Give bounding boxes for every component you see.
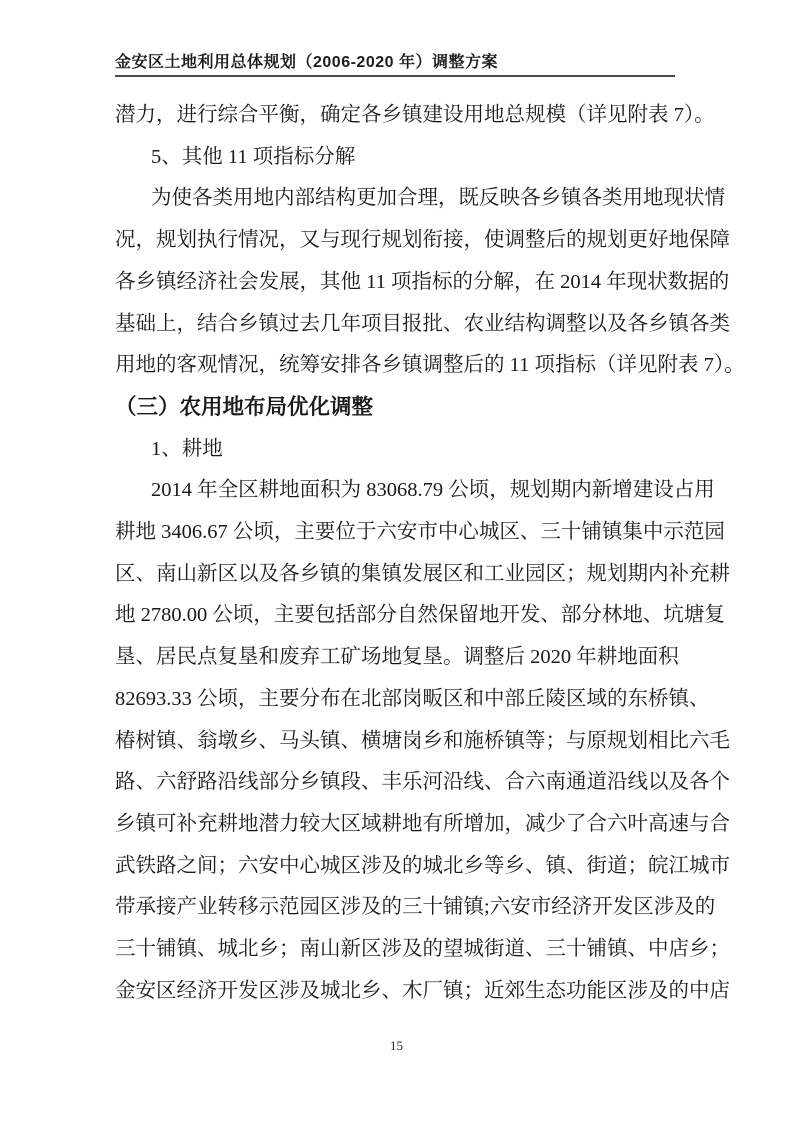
page-footer — [0, 1038, 793, 1054]
document-body — [115, 95, 745, 1012]
section-heading: （三）农用地布局优化调整 — [115, 394, 374, 419]
text-line: 1、耕地 — [151, 437, 223, 460]
header-title: 金安区土地利用总体规划（2006-2020 年）调整方案 — [115, 54, 498, 71]
text-line: 区、南山新区以及各乡镇的集镇发展区和工业园区；规划期内补充耕 — [115, 562, 730, 585]
text-line: 武铁路之间；六安中心城区涉及的城北乡等乡、镇、街道；皖江城市 — [115, 854, 730, 877]
document-header — [115, 53, 675, 73]
text-line: 带承接产业转移示范园区涉及的三十铺镇;六安市经济开发区涉及的 — [115, 896, 716, 919]
text-line: 2014 年全区耕地面积为 83068.79 公顷，规划期内新增建设占用 — [151, 479, 715, 502]
text-line: 潜力，进行综合平衡，确定各乡镇建设用地总规模（详见附表 7）。 — [115, 104, 715, 126]
page-number: 15 — [390, 1038, 403, 1053]
text-line: 地 2780.00 公顷，主要包括部分自然保留地开发、部分林地、坑塘复 — [115, 604, 725, 627]
text-line: 82693.33 公顷，主要分布在北部岗畈区和中部丘陵区域的东桥镇、 — [115, 687, 710, 710]
text-line: 况，规划执行情况，又与现行规划衔接，使调整后的规划更好地保障 — [115, 229, 730, 252]
text-line: 三十铺镇、城北乡；南山新区涉及的望城街道、三十铺镇、中店乡； — [115, 938, 730, 961]
text-line: 各乡镇经济社会发展，其他 11 项指标的分解，在 2014 年现状数据的 — [115, 270, 730, 293]
text-line: 基础上，结合乡镇过去几年项目报批、农业结构调整以及各乡镇各类 — [115, 312, 730, 335]
text-line: 垦、居民点复垦和废弃工矿场地复垦。调整后 2020 年耕地面积 — [115, 646, 679, 669]
text-line: 为使各类用地内部结构更加合理，既反映各乡镇各类用地现状情 — [151, 187, 725, 210]
header-rule — [115, 75, 675, 77]
text-line: 路、六舒路沿线部分乡镇段、丰乐河沿线、合六南通道沿线以及各个 — [115, 771, 730, 794]
text-line: 金安区经济开发区涉及城北乡、木厂镇；近郊生态功能区涉及的中店 — [115, 979, 730, 1002]
text-line: 用地的客观情况，统筹安排各乡镇调整后的 11 项指标（详见附表 7）。 — [115, 354, 745, 377]
text-line: 5、其他 11 项指标分解 — [151, 145, 356, 168]
text-line: 乡镇可补充耕地潜力较大区域耕地有所增加，减少了合六叶高速与合 — [115, 812, 730, 835]
text-line: 椿树镇、翁墩乡、马头镇、横塘岗乡和施桥镇等；与原规划相比六毛 — [115, 729, 730, 752]
text-line: 耕地 3406.67 公顷，主要位于六安市中心城区、三十铺镇集中示范园 — [115, 521, 725, 544]
